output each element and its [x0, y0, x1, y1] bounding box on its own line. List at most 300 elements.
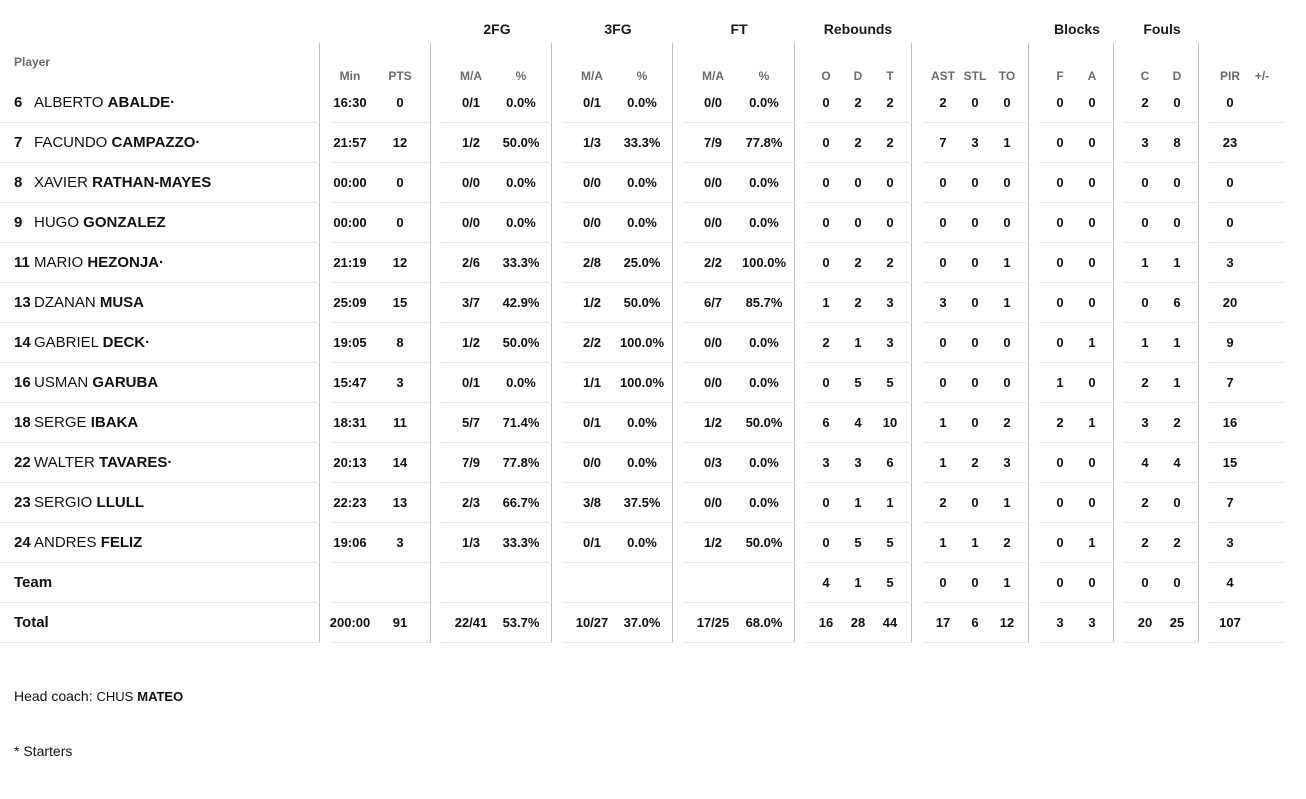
player-number: 7: [14, 134, 23, 151]
stat-ft-ma: 1/2: [703, 535, 723, 550]
player-number: 18: [14, 414, 31, 431]
stat-ft-pct: 0.0%: [749, 95, 779, 110]
stat-to: 1: [1003, 495, 1011, 510]
stat-reb-t: 2: [886, 135, 894, 150]
stat-foul-c: 1: [1141, 255, 1149, 270]
stat-ast: 2: [939, 95, 947, 110]
player-number: 14: [14, 334, 31, 351]
stat-fg3-ma: 3/8: [582, 495, 602, 510]
stat-stl: 0: [971, 295, 979, 310]
stat-pir: 15: [1222, 455, 1238, 470]
stat-ft-pct: 0.0%: [749, 455, 779, 470]
stat-pts: 91: [392, 615, 408, 630]
stat-reb-d: 2: [854, 255, 862, 270]
column-header-3fg-ma: M/A: [581, 69, 603, 83]
player-name[interactable]: [14, 254, 164, 271]
row-divider: [806, 642, 912, 643]
stat-fg3-pct: 50.0%: [623, 295, 661, 310]
stat-blk-a: 0: [1088, 455, 1096, 470]
stat-fg3-ma: 2/2: [582, 335, 602, 350]
player-last-name: DECK: [102, 334, 146, 351]
stat-ft-pct: 50.0%: [745, 415, 783, 430]
head-coach-last-name: MATEO: [137, 689, 184, 704]
stat-blk-a: 0: [1088, 295, 1096, 310]
stat-blk-f: 0: [1056, 215, 1064, 230]
player-number: 24: [14, 534, 31, 551]
stat-min: 15:47: [333, 375, 367, 390]
stat-stl: 0: [971, 495, 979, 510]
stat-fg2-pct: 71.4%: [502, 415, 540, 430]
stat-pir: 20: [1222, 295, 1238, 310]
head-coach-label: Head coach:: [14, 688, 93, 704]
stat-foul-d: 0: [1173, 175, 1181, 190]
stat-fg2-ma: 0/0: [461, 215, 481, 230]
player-row: [0, 243, 1306, 283]
stat-foul-d: 1: [1173, 375, 1181, 390]
stat-foul-d: 25: [1169, 615, 1185, 630]
total-row: [0, 603, 1306, 643]
stat-blk-f: 0: [1056, 135, 1064, 150]
stat-pts: 0: [396, 215, 404, 230]
starter-marker: ·: [159, 254, 165, 271]
stat-reb-o: 16: [818, 615, 834, 630]
stat-pts: 14: [392, 455, 408, 470]
stat-stl: 0: [971, 335, 979, 350]
row-divider: [562, 642, 673, 643]
stat-reb-d: 0: [854, 175, 862, 190]
starter-marker: ·: [170, 94, 176, 111]
stat-blk-f: 0: [1056, 575, 1064, 590]
stat-fg3-ma: 0/1: [582, 415, 602, 430]
stat-ft-pct: 100.0%: [741, 255, 787, 270]
player-row: [0, 363, 1306, 403]
stat-to: 2: [1003, 415, 1011, 430]
stat-blk-f: 0: [1056, 295, 1064, 310]
stat-foul-c: 0: [1141, 295, 1149, 310]
column-header-ft-ma: M/A: [702, 69, 724, 83]
stat-blk-f: 0: [1056, 175, 1064, 190]
stat-fg2-pct: 33.3%: [502, 255, 540, 270]
stat-fg3-pct: 0.0%: [627, 535, 657, 550]
column-header-2fg-pct: %: [515, 69, 527, 83]
stat-foul-d: 0: [1173, 495, 1181, 510]
stat-reb-t: 44: [882, 615, 898, 630]
stat-stl: 3: [971, 135, 979, 150]
column-header-stl: STL: [963, 69, 987, 83]
player-first-name: MARIO: [34, 254, 84, 271]
stat-ast: 17: [935, 615, 951, 630]
group-header-rebounds: Rebounds: [823, 21, 893, 37]
stat-fg2-pct: 66.7%: [502, 495, 540, 510]
row-divider: [332, 642, 430, 643]
starter-marker: ·: [195, 134, 201, 151]
stat-to: 1: [1003, 295, 1011, 310]
stat-to: 2: [1003, 535, 1011, 550]
stat-fg3-ma: 10/27: [575, 615, 609, 630]
stat-stl: 0: [971, 375, 979, 390]
stat-stl: 2: [971, 455, 979, 470]
player-name[interactable]: [14, 454, 172, 471]
stat-min: 21:57: [333, 135, 367, 150]
stat-min: 200:00: [329, 615, 371, 630]
stat-fg2-ma: 0/0: [461, 175, 481, 190]
player-first-name: HUGO: [34, 214, 79, 231]
stat-pts: 8: [396, 335, 404, 350]
stat-to: 0: [1003, 335, 1011, 350]
column-header-foul-d: D: [1172, 69, 1182, 83]
row-divider: [441, 642, 552, 643]
stat-reb-o: 4: [822, 575, 830, 590]
player-row: [0, 443, 1306, 483]
column-header-ft-pct: %: [758, 69, 770, 83]
stat-reb-t: 5: [886, 535, 894, 550]
stat-pts: 0: [396, 95, 404, 110]
stat-blk-f: 0: [1056, 535, 1064, 550]
player-number: 8: [14, 174, 23, 191]
player-name[interactable]: [14, 294, 144, 311]
stat-fg2-ma: 1/2: [461, 135, 481, 150]
player-row: [0, 203, 1306, 243]
stat-pir: 0: [1226, 215, 1234, 230]
stat-ft-pct: 0.0%: [749, 175, 779, 190]
stat-reb-o: 0: [822, 95, 830, 110]
player-last-name: FELIZ: [100, 534, 143, 551]
stat-to: 1: [1003, 255, 1011, 270]
stat-stl: 0: [971, 175, 979, 190]
column-header-reb-o: O: [821, 69, 831, 83]
stat-ast: 0: [939, 215, 947, 230]
player-number: 22: [14, 454, 31, 471]
player-name[interactable]: [14, 494, 144, 511]
team-label: Team: [14, 574, 53, 591]
stat-reb-o: 0: [822, 135, 830, 150]
stat-fg3-pct: 37.5%: [623, 495, 661, 510]
stat-blk-a: 0: [1088, 575, 1096, 590]
stat-stl: 0: [971, 215, 979, 230]
stat-fg2-ma: 1/3: [461, 535, 481, 550]
stat-blk-a: 0: [1088, 255, 1096, 270]
stat-reb-d: 1: [854, 335, 862, 350]
stat-fg3-ma: 0/1: [582, 535, 602, 550]
stat-to: 1: [1003, 575, 1011, 590]
player-first-name: DZANAN: [34, 294, 96, 311]
stat-fg3-ma: 2/8: [582, 255, 602, 270]
stat-reb-d: 5: [854, 375, 862, 390]
player-last-name: RATHAN-MAYES: [92, 174, 212, 191]
stat-blk-f: 0: [1056, 495, 1064, 510]
column-header-player: Player: [14, 55, 51, 69]
stat-fg3-pct: 0.0%: [627, 95, 657, 110]
stat-reb-o: 0: [822, 375, 830, 390]
group-header-ft: FT: [730, 21, 748, 37]
stat-min: 25:09: [333, 295, 367, 310]
stat-reb-d: 4: [854, 415, 862, 430]
stat-reb-t: 0: [886, 175, 894, 190]
player-number: 16: [14, 374, 31, 391]
stat-reb-t: 10: [882, 415, 898, 430]
stat-ast: 0: [939, 575, 947, 590]
player-last-name: TAVARES: [99, 454, 168, 471]
stat-pir: 107: [1219, 615, 1241, 630]
team-row: [0, 563, 1306, 603]
player-row: [0, 483, 1306, 523]
stat-reb-d: 3: [854, 455, 862, 470]
stat-fg3-pct: 100.0%: [619, 375, 665, 390]
head-coach-first-name: CHUS: [96, 689, 134, 704]
stat-pir: 4: [1226, 575, 1234, 590]
column-header-min: Min: [339, 69, 361, 83]
stat-min: 22:23: [333, 495, 367, 510]
player-last-name: GARUBA: [92, 374, 159, 391]
stat-fg3-pct: 0.0%: [627, 215, 657, 230]
stat-pir: 7: [1226, 375, 1234, 390]
stat-reb-o: 6: [822, 415, 830, 430]
stat-fg3-ma: 0/0: [582, 215, 602, 230]
player-last-name: IBAKA: [90, 414, 139, 431]
stat-blk-a: 0: [1088, 375, 1096, 390]
stat-to: 12: [999, 615, 1015, 630]
stat-pir: 0: [1226, 95, 1234, 110]
player-last-name: LLULL: [96, 494, 145, 511]
stat-reb-d: 5: [854, 535, 862, 550]
stat-foul-c: 2: [1141, 95, 1149, 110]
stat-reb-t: 6: [886, 455, 894, 470]
stat-foul-c: 3: [1141, 415, 1149, 430]
stat-ft-ma: 7/9: [703, 135, 723, 150]
stat-fg2-ma: 7/9: [461, 455, 481, 470]
group-header-fouls: Fouls: [1143, 21, 1181, 37]
stat-ft-pct: 85.7%: [745, 295, 783, 310]
stat-fg3-ma: 1/1: [582, 375, 602, 390]
stat-reb-t: 2: [886, 255, 894, 270]
stat-blk-f: 2: [1056, 415, 1064, 430]
stat-ft-pct: 0.0%: [749, 215, 779, 230]
stat-reb-d: 1: [854, 575, 862, 590]
stat-min: 18:31: [333, 415, 367, 430]
row-divider: [1039, 642, 1114, 643]
column-header-2fg-ma: M/A: [460, 69, 482, 83]
stat-ast: 1: [939, 415, 947, 430]
starter-marker: ·: [167, 454, 173, 471]
player-row: [0, 323, 1306, 363]
stat-foul-d: 1: [1173, 335, 1181, 350]
stat-fg3-ma: 0/1: [582, 95, 602, 110]
stat-ft-ma: 0/0: [703, 495, 723, 510]
stat-blk-a: 0: [1088, 215, 1096, 230]
stat-fg3-ma: 0/0: [582, 175, 602, 190]
player-name[interactable]: [14, 414, 138, 431]
stat-reb-d: 2: [854, 135, 862, 150]
stat-ast: 7: [939, 135, 947, 150]
stat-blk-a: 1: [1088, 335, 1096, 350]
stat-ft-ma: 17/25: [696, 615, 730, 630]
column-header-foul-c: C: [1140, 69, 1150, 83]
stat-foul-c: 4: [1141, 455, 1149, 470]
stat-blk-f: 0: [1056, 335, 1064, 350]
stat-foul-d: 0: [1173, 575, 1181, 590]
player-last-name: GONZALEZ: [83, 214, 166, 231]
stat-blk-a: 1: [1088, 415, 1096, 430]
stat-foul-c: 1: [1141, 335, 1149, 350]
stat-min: 20:13: [333, 455, 367, 470]
stat-reb-d: 2: [854, 295, 862, 310]
stat-ast: 2: [939, 495, 947, 510]
column-header-pts: PTS: [388, 69, 412, 83]
stat-pts: 3: [396, 375, 404, 390]
stat-pts: 3: [396, 535, 404, 550]
stat-reb-t: 1: [886, 495, 894, 510]
stat-ft-ma: 0/0: [703, 175, 723, 190]
stat-ft-ma: 0/3: [703, 455, 723, 470]
player-last-name: CAMPAZZO: [111, 134, 196, 151]
stat-fg2-pct: 53.7%: [502, 615, 540, 630]
stat-reb-o: 0: [822, 535, 830, 550]
player-first-name: FACUNDO: [34, 134, 108, 151]
stat-min: 19:06: [333, 535, 367, 550]
stat-ast: 3: [939, 295, 947, 310]
player-first-name: WALTER: [34, 454, 95, 471]
stat-foul-c: 20: [1137, 615, 1153, 630]
stat-reb-o: 0: [822, 215, 830, 230]
stat-fg2-pct: 0.0%: [506, 95, 536, 110]
column-header-ast: AST: [931, 69, 955, 83]
stat-ft-pct: 50.0%: [745, 535, 783, 550]
stat-ast: 1: [939, 535, 947, 550]
player-name[interactable]: [14, 534, 142, 551]
stat-blk-a: 0: [1088, 495, 1096, 510]
stat-fg2-ma: 2/3: [461, 495, 481, 510]
column-header-to: TO: [998, 69, 1016, 83]
group-header-blocks: Blocks: [1054, 21, 1100, 37]
stat-foul-d: 6: [1173, 295, 1181, 310]
row-divider: [1209, 642, 1284, 643]
group-header-3fg: 3FG: [604, 21, 632, 37]
player-first-name: USMAN: [34, 374, 89, 391]
column-header-pir: PIR: [1219, 69, 1241, 83]
head-coach: [14, 688, 183, 704]
player-first-name: ALBERTO: [34, 94, 104, 111]
stat-reb-o: 2: [822, 335, 830, 350]
stat-ft-pct: 68.0%: [745, 615, 783, 630]
stat-pts: 13: [392, 495, 408, 510]
player-first-name: XAVIER: [34, 174, 88, 191]
column-header-reb-t: T: [886, 69, 894, 83]
stat-ast: 0: [939, 255, 947, 270]
stat-ft-ma: 6/7: [703, 295, 723, 310]
player-row: [0, 123, 1306, 163]
stat-ft-pct: 0.0%: [749, 495, 779, 510]
column-header-blk-a: A: [1087, 69, 1097, 83]
stat-pts: 15: [392, 295, 408, 310]
player-first-name: ANDRES: [34, 534, 97, 551]
total-label: Total: [14, 614, 49, 631]
stat-to: 0: [1003, 375, 1011, 390]
stat-fg2-pct: 77.8%: [502, 455, 540, 470]
stat-foul-c: 2: [1141, 375, 1149, 390]
stat-blk-a: 0: [1088, 175, 1096, 190]
stat-blk-a: 0: [1088, 135, 1096, 150]
stat-pts: 12: [392, 135, 408, 150]
stat-pir: 16: [1222, 415, 1238, 430]
stat-reb-t: 3: [886, 295, 894, 310]
stat-foul-c: 0: [1141, 215, 1149, 230]
column-header-reb-d: D: [853, 69, 863, 83]
stat-reb-t: 5: [886, 375, 894, 390]
row-divider: [1124, 642, 1199, 643]
stat-reb-d: 0: [854, 215, 862, 230]
stat-ft-pct: 0.0%: [749, 335, 779, 350]
player-name[interactable]: [14, 214, 166, 231]
stat-blk-f: 0: [1056, 95, 1064, 110]
player-row: [0, 403, 1306, 443]
stat-foul-c: 0: [1141, 175, 1149, 190]
stat-stl: 0: [971, 95, 979, 110]
stat-ft-ma: 0/0: [703, 215, 723, 230]
stat-blk-f: 0: [1056, 455, 1064, 470]
stat-reb-d: 28: [850, 615, 866, 630]
stat-fg2-pct: 50.0%: [502, 335, 540, 350]
stat-foul-d: 0: [1173, 215, 1181, 230]
stat-pir: 23: [1222, 135, 1238, 150]
stat-foul-d: 0: [1173, 95, 1181, 110]
stat-fg2-ma: 22/41: [454, 615, 488, 630]
player-first-name: GABRIEL: [34, 334, 99, 351]
stat-fg2-ma: 0/1: [461, 375, 481, 390]
player-number: 23: [14, 494, 31, 511]
stat-foul-d: 1: [1173, 255, 1181, 270]
stat-fg2-pct: 42.9%: [502, 295, 540, 310]
starters-footnote: * Starters: [14, 743, 73, 759]
player-number: 13: [14, 294, 31, 311]
player-name[interactable]: [14, 334, 150, 351]
stat-foul-d: 2: [1173, 535, 1181, 550]
stat-ft-pct: 77.8%: [745, 135, 783, 150]
column-header-plus-minus: +/-: [1254, 69, 1270, 83]
stat-reb-o: 0: [822, 255, 830, 270]
stat-pir: 7: [1226, 495, 1234, 510]
stat-fg3-pct: 100.0%: [619, 335, 665, 350]
stat-reb-t: 5: [886, 575, 894, 590]
stat-fg2-ma: 0/1: [461, 95, 481, 110]
stat-pir: 9: [1226, 335, 1234, 350]
stat-fg3-ma: 0/0: [582, 455, 602, 470]
stat-reb-t: 3: [886, 335, 894, 350]
player-name[interactable]: [14, 94, 175, 111]
player-name[interactable]: [14, 174, 211, 191]
stat-fg2-ma: 1/2: [461, 335, 481, 350]
stat-foul-d: 8: [1173, 135, 1181, 150]
stat-fg2-pct: 0.0%: [506, 175, 536, 190]
stat-stl: 0: [971, 255, 979, 270]
stat-to: 0: [1003, 175, 1011, 190]
stat-fg2-pct: 33.3%: [502, 535, 540, 550]
stat-fg3-ma: 1/3: [582, 135, 602, 150]
player-name[interactable]: [14, 374, 158, 391]
stat-fg2-pct: 0.0%: [506, 375, 536, 390]
stat-foul-c: 3: [1141, 135, 1149, 150]
stat-reb-o: 1: [822, 295, 830, 310]
stat-stl: 0: [971, 575, 979, 590]
player-number: 11: [14, 254, 30, 271]
stat-pts: 12: [392, 255, 408, 270]
stat-to: 1: [1003, 135, 1011, 150]
stat-fg3-pct: 25.0%: [623, 255, 661, 270]
row-divider: [923, 642, 1029, 643]
player-name[interactable]: [14, 134, 200, 151]
player-last-name: HEZONJA: [87, 254, 160, 271]
stat-fg3-pct: 37.0%: [623, 615, 661, 630]
stat-blk-f: 1: [1056, 375, 1064, 390]
